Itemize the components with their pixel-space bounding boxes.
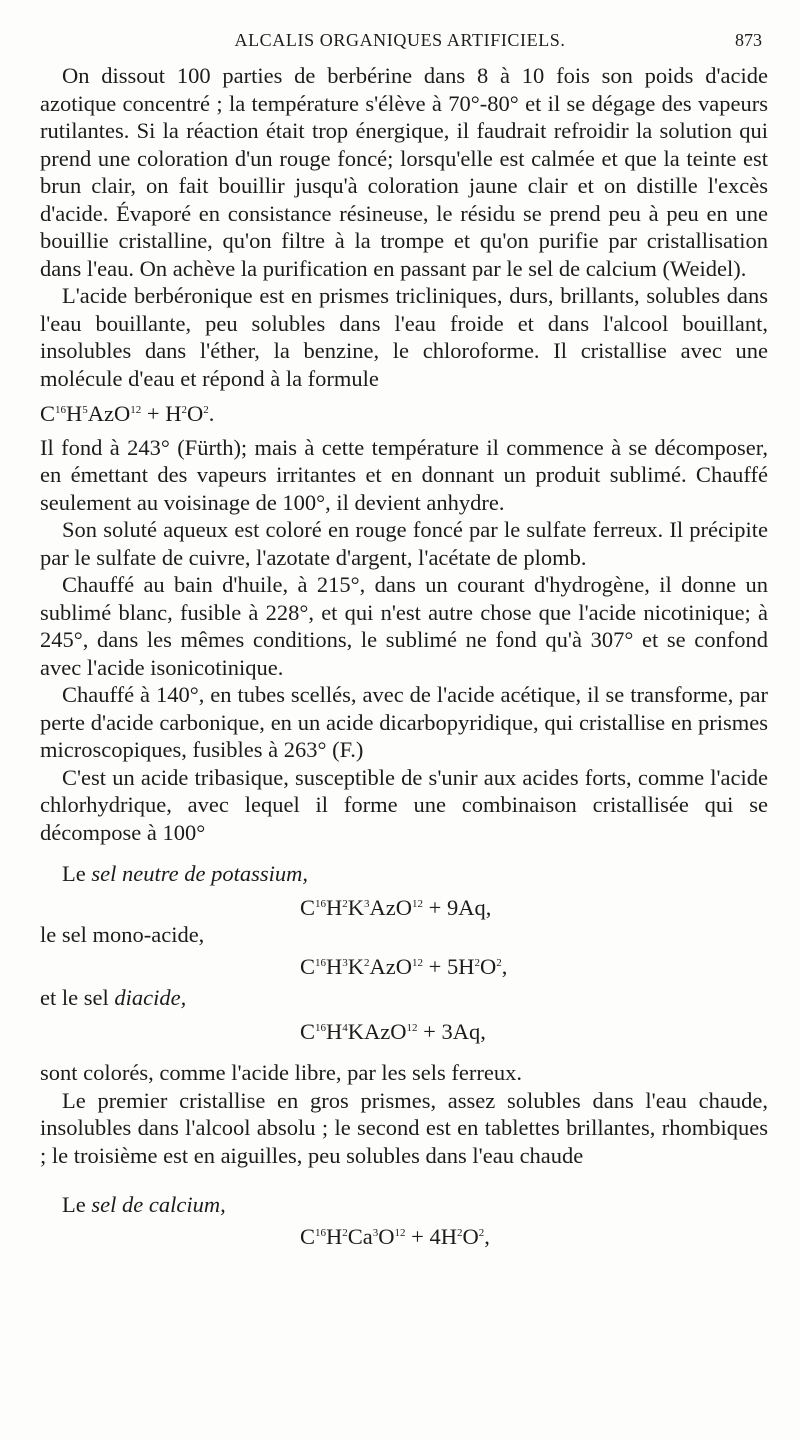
- body-text: [40, 62, 768, 1250]
- running-header: [0, 30, 800, 56]
- label-sel-calcium: Le sel de calcium,: [62, 1192, 226, 1217]
- paragraph-tubes-scelles: Chauffé à 140°, en tubes scellés, avec de l'acide acétique, il se transforme, par perte d'acide carbonique, en un acide dicarbopyridique, qui cristallise en prismes microscopiques, fusibles à 263° (F.): [40, 682, 768, 762]
- formula-sel-calcium: $C^{16}H^2Ca^3O^{12} + 4H^2O^2$,: [300, 1223, 490, 1249]
- paragraph-bain-huile: Chauffé au bain d'huile, à 215°, dans un courant d'hydrogène, il donne un sublimé blanc, fusible à 228°, et qui n'est autre chose que l'acide nicotinique; à 245°, dans les mêmes conditions, le sublimé ne fond qu'à 307° et se confond avec l'acide isonicotinique.: [40, 572, 768, 680]
- formula-sel-diacide: $C^{16}H^4KAzO^{12} + 3Aq$,: [300, 1018, 486, 1044]
- paragraph-preparation: On dissout 100 parties de berbérine dans 8 à 10 fois son poids d'acide azotique concentré ; la température s'élève à 70°-80° et il se dégage des vapeurs rutilantes. Si la réaction était trop énergique, il faudrait refroidir la solution qui prend une coloration d'un rouge foncé; lorsqu'elle est calmée et que la teinte est brun clair, on fait bouillir jusqu'à coloration jaune clair et on distille l'excès d'acide. Évaporé en consistance résineuse, le résidu se prend peu à peu en une bouillie cristalline, qu'on filtre à la trompe et qu'on purifie par cristallisation dans l'eau. On achève la purification en passant par le sel de calcium (Weidel).: [40, 63, 768, 281]
- formula-acide-berberonique: $C^{16}H^5AzO^{12} + H^2O^2$.: [40, 401, 215, 426]
- paragraph-tribasique: C'est un acide tribasique, susceptible de s'unir aux acides forts, comme l'acide chlorhydrique, avec lequel il forme une combinaison cristallisée qui se décompose à 100°: [40, 764, 768, 845]
- label-sel-neutre: Le sel neutre de potassium,: [62, 861, 308, 886]
- formula-sel-neutre: $C^{16}H^2K^3AzO^{12} + 9Aq$,: [300, 894, 492, 920]
- paragraph-solute: Son soluté aqueux est coloré en rouge foncé par le sulfate ferreux. Il précipite par le sulfate de cuivre, l'azotate d'argent, l'acétate de plomb.: [40, 517, 768, 570]
- page-number: 873: [735, 30, 762, 50]
- label-sel-mono-acide: le sel mono-acide,: [40, 922, 205, 947]
- formula-sel-mono-acide: $C^{16}H^3K^2AzO^{12} + 5H^2O^2$,: [300, 953, 508, 979]
- header-title: ALCALIS ORGANIQUES ARTIFICIELS.: [234, 30, 566, 50]
- paragraph-cristallisation-sels: Le premier cristallise en gros prismes, assez solubles dans l'eau chaude, insolubles dans l'alcool absolu ; le second est en tablettes brillantes, rhombiques ; le troisième est en aiguilles, peu solubles dans l'eau chaude: [40, 1087, 768, 1168]
- paragraph-sels-colores: sont colorés, comme l'acide libre, par les sels ferreux.: [40, 1060, 523, 1085]
- label-sel-diacide: et le sel diacide,: [40, 985, 187, 1010]
- paragraph-fusion: Il fond à 243° (Fürth); mais à cette température il commence à se décomposer, en émettant des vapeurs irritantes et en donnant un produit sublimé. Chauffé seulement au voisinage de 100°, il devient anhydre.: [40, 434, 768, 515]
- paragraph-properties: L'acide berbéronique est en prismes tricliniques, durs, brillants, solubles dans l'eau bouillante, peu solubles dans l'eau froide et dans l'alcool bouillant, insolubles dans l'éther, la benzine, le chloroforme. Il cristallise avec une molécule d'eau et répond à la formule: [40, 283, 768, 391]
